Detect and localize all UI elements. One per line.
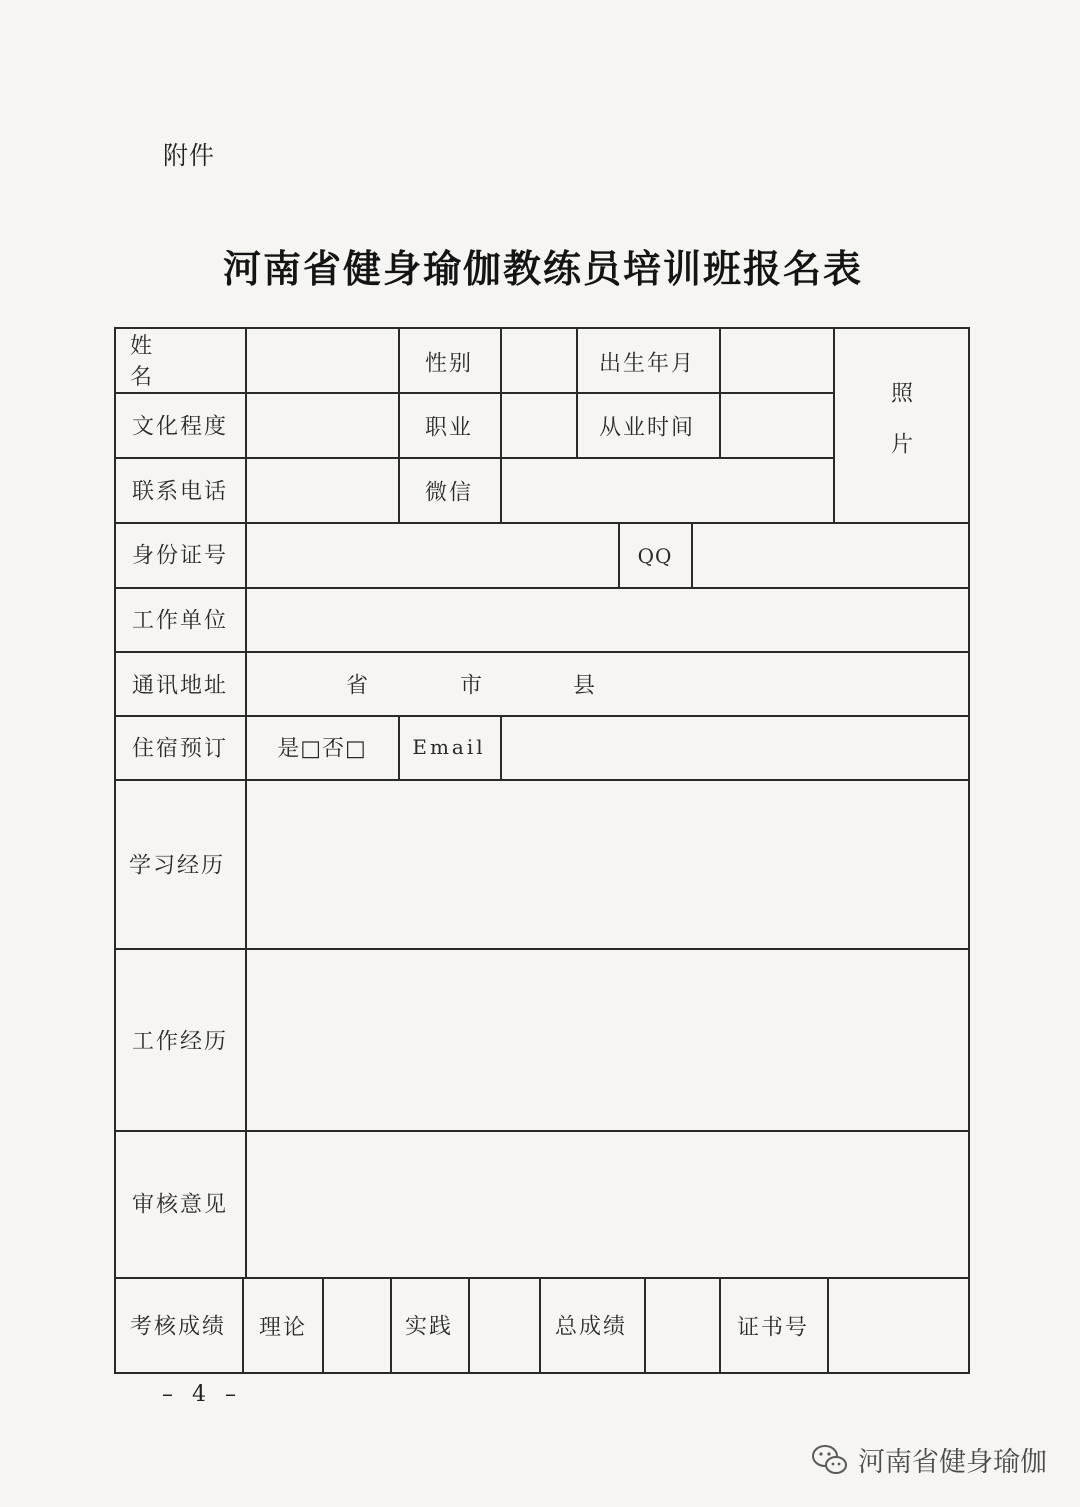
score-label-divider — [242, 1277, 244, 1374]
wechat-icon — [810, 1442, 850, 1478]
form-title: 河南省健身瑜伽教练员培训班报名表 — [222, 246, 863, 291]
col-divider-practice-value — [468, 1277, 470, 1374]
birth-label: 出生年月 — [598, 351, 696, 377]
col-divider-cert — [719, 1277, 721, 1374]
row-divider-9 — [114, 1130, 970, 1132]
occupation-label: 职业 — [424, 415, 474, 441]
work-history-label: 工作经历 — [131, 1029, 229, 1055]
col-divider-gender — [398, 327, 400, 522]
row-divider-8 — [114, 948, 970, 950]
address-label: 通讯地址 — [131, 673, 229, 699]
score-label: 考核成绩 — [129, 1314, 227, 1340]
row-divider-6 — [114, 715, 970, 717]
col-divider-theory-value — [322, 1277, 324, 1374]
lodging-options: 是□否□ — [277, 736, 367, 762]
review-opinion-label: 审核意见 — [131, 1192, 229, 1218]
province-label: 省 — [345, 673, 371, 699]
attachment-label: 附件 — [163, 141, 216, 170]
watermark — [810, 1440, 1047, 1479]
row-divider-4 — [114, 587, 970, 589]
watermark-text: 河南省健身瑜伽 — [858, 1447, 1047, 1478]
col-divider-birth-value — [719, 327, 721, 457]
education-label: 文化程度 — [131, 414, 229, 440]
col-divider-cert-value — [827, 1277, 829, 1374]
col-divider-email-value — [500, 715, 502, 779]
study-history-label: 学习经历 — [128, 853, 226, 879]
col-divider-wechat-value — [500, 457, 502, 522]
col-divider-photo — [833, 327, 835, 522]
practice-label: 实践 — [404, 1314, 454, 1340]
photo-char-1: 照 — [890, 381, 914, 407]
email-label: Email — [412, 735, 486, 759]
row-divider-3 — [114, 522, 970, 524]
employer-label: 工作单位 — [131, 608, 229, 634]
certificate-number-label: 证书号 — [736, 1315, 810, 1341]
total-score-label: 总成绩 — [554, 1314, 628, 1340]
col-divider-total-value — [644, 1277, 646, 1374]
qq-label: QQ — [637, 544, 673, 568]
col-divider-qq — [618, 522, 620, 587]
col-divider-gender-value — [500, 327, 502, 457]
lodging-label: 住宿预订 — [131, 736, 229, 762]
col-divider-email — [398, 715, 400, 779]
col-divider-birth — [576, 327, 578, 457]
wechat-label: 微信 — [424, 480, 474, 506]
row-divider-7 — [114, 779, 970, 781]
label-column-divider — [245, 327, 247, 1277]
table-border-right — [968, 327, 970, 1374]
name-label-text: 姓名 — [130, 334, 203, 390]
county-label: 县 — [572, 673, 598, 699]
row-divider-1 — [114, 392, 835, 394]
photo-char-2: 片 — [890, 432, 914, 458]
table-border-top — [114, 327, 970, 329]
work-years-label: 从业时间 — [598, 415, 696, 441]
col-divider-total — [539, 1277, 541, 1374]
id-number-label: 身份证号 — [131, 543, 229, 569]
gender-label: 性别 — [424, 351, 474, 377]
row-divider-2 — [114, 457, 835, 459]
city-label: 市 — [459, 673, 485, 699]
col-divider-practice — [390, 1277, 392, 1374]
row-divider-5 — [114, 651, 970, 653]
col-divider-qq-value — [691, 522, 693, 587]
table-border-left — [114, 327, 116, 1374]
registration-form — [114, 327, 970, 1374]
theory-label: 理论 — [258, 1315, 308, 1341]
phone-label: 联系电话 — [131, 479, 229, 505]
page-number: – 4 – — [162, 1382, 242, 1407]
name-label — [130, 329, 226, 391]
